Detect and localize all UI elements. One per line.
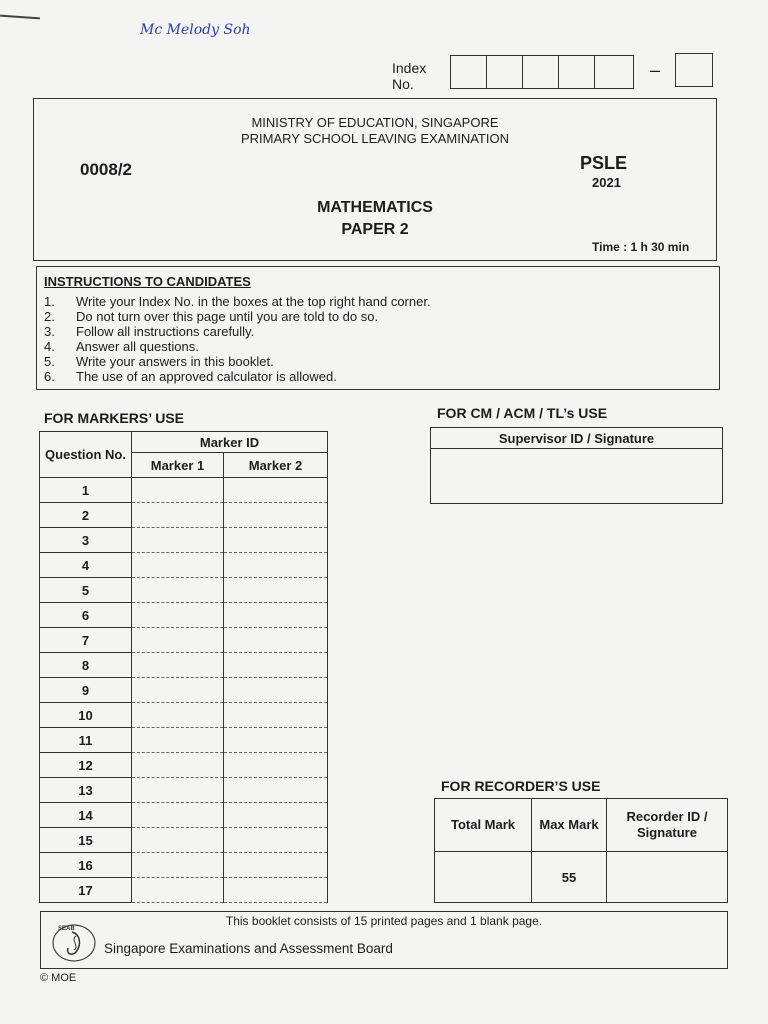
index-class-box[interactable] (675, 53, 713, 87)
marker1-cell[interactable] (132, 753, 224, 778)
question-number: 2 (40, 503, 132, 528)
marker1-cell[interactable] (132, 503, 224, 528)
marker-row (40, 778, 328, 803)
question-number: 11 (40, 728, 132, 753)
instruction-item: 6. The use of an approved calculator is allowed. (44, 369, 337, 384)
index-digit-box[interactable] (451, 56, 487, 88)
marker-row (40, 803, 328, 828)
instruction-item: 4. Answer all questions. (44, 339, 199, 354)
index-label: Index No. (392, 60, 427, 92)
marker1-cell[interactable] (132, 878, 224, 903)
handwritten-name: Mc Melody Soh (140, 22, 251, 38)
marker-row (40, 853, 328, 878)
marker1-cell[interactable] (132, 528, 224, 553)
marker2-cell[interactable] (224, 478, 328, 503)
page-count-note: This booklet consists of 15 printed pages and 1 blank page. (225, 914, 543, 928)
marker2-cell[interactable] (224, 628, 328, 653)
marker-row (40, 478, 328, 503)
marker2-cell[interactable] (224, 828, 328, 853)
question-number: 16 (40, 853, 132, 878)
index-dash: – (650, 60, 661, 80)
question-number: 17 (40, 878, 132, 903)
marker-id-header: Marker ID (132, 432, 328, 453)
question-number: 9 (40, 678, 132, 703)
question-number: 14 (40, 803, 132, 828)
instruction-item: 1. Write your Index No. in the boxes at the top right hand corner. (44, 294, 431, 309)
index-digit-box[interactable] (523, 56, 559, 88)
marker-row (40, 753, 328, 778)
marker2-cell[interactable] (224, 878, 328, 903)
total-mark-cell[interactable] (435, 852, 532, 903)
marker1-cell[interactable] (132, 478, 224, 503)
seab-logo-text (58, 922, 82, 932)
instruction-item: 3. Follow all instructions carefully. (44, 324, 255, 339)
marker2-header: Marker 2 (224, 453, 328, 478)
subject-title: MATHEMATICS PAPER 2 (317, 199, 433, 238)
marker2-cell[interactable] (224, 703, 328, 728)
recorder-id-header: Recorder ID / Signature (607, 799, 728, 852)
ministry-heading: MINISTRY OF EDUCATION, SINGAPORE PRIMARY SCHOOL LEAVING EXAMINATION (240, 115, 509, 146)
marker-row (40, 603, 328, 628)
marker2-cell[interactable] (224, 578, 328, 603)
instruction-item: 2. Do not turn over this page until you are told to do so. (44, 309, 379, 324)
marker-row (40, 828, 328, 853)
marker-row (40, 628, 328, 653)
recorder-signature-cell[interactable] (607, 852, 728, 903)
marker1-cell[interactable] (132, 628, 224, 653)
marker-row (40, 878, 328, 903)
supervisor-section-title: FOR CM / ACM / TL’s USE (437, 405, 608, 421)
index-number-boxes[interactable] (450, 55, 634, 89)
marker-row (40, 503, 328, 528)
total-mark-header: Total Mark (435, 799, 532, 852)
exam-year: 2021 (592, 175, 621, 190)
index-digit-box[interactable] (487, 56, 523, 88)
seab-logo-label: SEAB (58, 926, 75, 932)
marker2-cell[interactable] (224, 528, 328, 553)
max-mark-header: Max Mark (532, 799, 607, 852)
question-number: 4 (40, 553, 132, 578)
markers-section-title: FOR MARKERS’ USE (44, 410, 185, 426)
marker2-cell[interactable] (224, 653, 328, 678)
supervisor-header: Supervisor ID / Signature (431, 428, 723, 449)
question-number: 3 (40, 528, 132, 553)
marker-row (40, 728, 328, 753)
question-number: 12 (40, 753, 132, 778)
pen-mark (0, 15, 40, 20)
marker1-header: Marker 1 (132, 453, 224, 478)
marker-row (40, 678, 328, 703)
marker2-cell[interactable] (224, 553, 328, 578)
question-number: 13 (40, 778, 132, 803)
supervisor-table (430, 427, 723, 504)
marker1-cell[interactable] (132, 728, 224, 753)
marker1-cell[interactable] (132, 553, 224, 578)
paper-code: 0008/2 (80, 160, 132, 179)
marker1-cell[interactable] (132, 803, 224, 828)
recorder-section-title: FOR RECORDER’S USE (441, 778, 601, 794)
supervisor-signature-cell[interactable] (431, 449, 723, 504)
marker2-cell[interactable] (224, 778, 328, 803)
question-no-header: Question No. (40, 432, 132, 478)
marker-row (40, 553, 328, 578)
marker1-cell[interactable] (132, 578, 224, 603)
question-number: 7 (40, 628, 132, 653)
question-number: 1 (40, 478, 132, 503)
marker-row (40, 703, 328, 728)
copyright: © MOE (40, 972, 77, 984)
index-digit-box[interactable] (595, 56, 633, 88)
marker1-cell[interactable] (132, 703, 224, 728)
marker-row (40, 528, 328, 553)
marker1-cell[interactable] (132, 678, 224, 703)
marker2-cell[interactable] (224, 728, 328, 753)
marker-row (40, 653, 328, 678)
board-name: Singapore Examinations and Assessment Board (104, 941, 393, 956)
marker2-cell[interactable] (224, 678, 328, 703)
question-number: 6 (40, 603, 132, 628)
instructions-list (44, 294, 431, 384)
marker2-cell[interactable] (224, 803, 328, 828)
marker1-cell[interactable] (132, 653, 224, 678)
max-mark-value: 55 (532, 852, 607, 903)
marker2-cell[interactable] (224, 603, 328, 628)
marker1-cell[interactable] (132, 853, 224, 878)
question-number: 8 (40, 653, 132, 678)
marker2-cell[interactable] (224, 503, 328, 528)
marker1-cell[interactable] (132, 778, 224, 803)
marker2-cell[interactable] (224, 853, 328, 878)
marker1-cell[interactable] (132, 828, 224, 853)
marker1-cell[interactable] (132, 603, 224, 628)
marker-row (40, 578, 328, 603)
markers-table (39, 431, 328, 903)
recorder-table (434, 798, 728, 903)
question-number: 10 (40, 703, 132, 728)
index-digit-box[interactable] (559, 56, 595, 88)
question-number: 5 (40, 578, 132, 603)
exam-short: PSLE (580, 153, 628, 173)
time-allowed: Time : 1 h 30 min (592, 240, 690, 254)
instructions-title: INSTRUCTIONS TO CANDIDATES (44, 274, 251, 289)
question-number: 15 (40, 828, 132, 853)
instruction-item: 5. Write your answers in this booklet. (44, 354, 274, 369)
marker2-cell[interactable] (224, 753, 328, 778)
